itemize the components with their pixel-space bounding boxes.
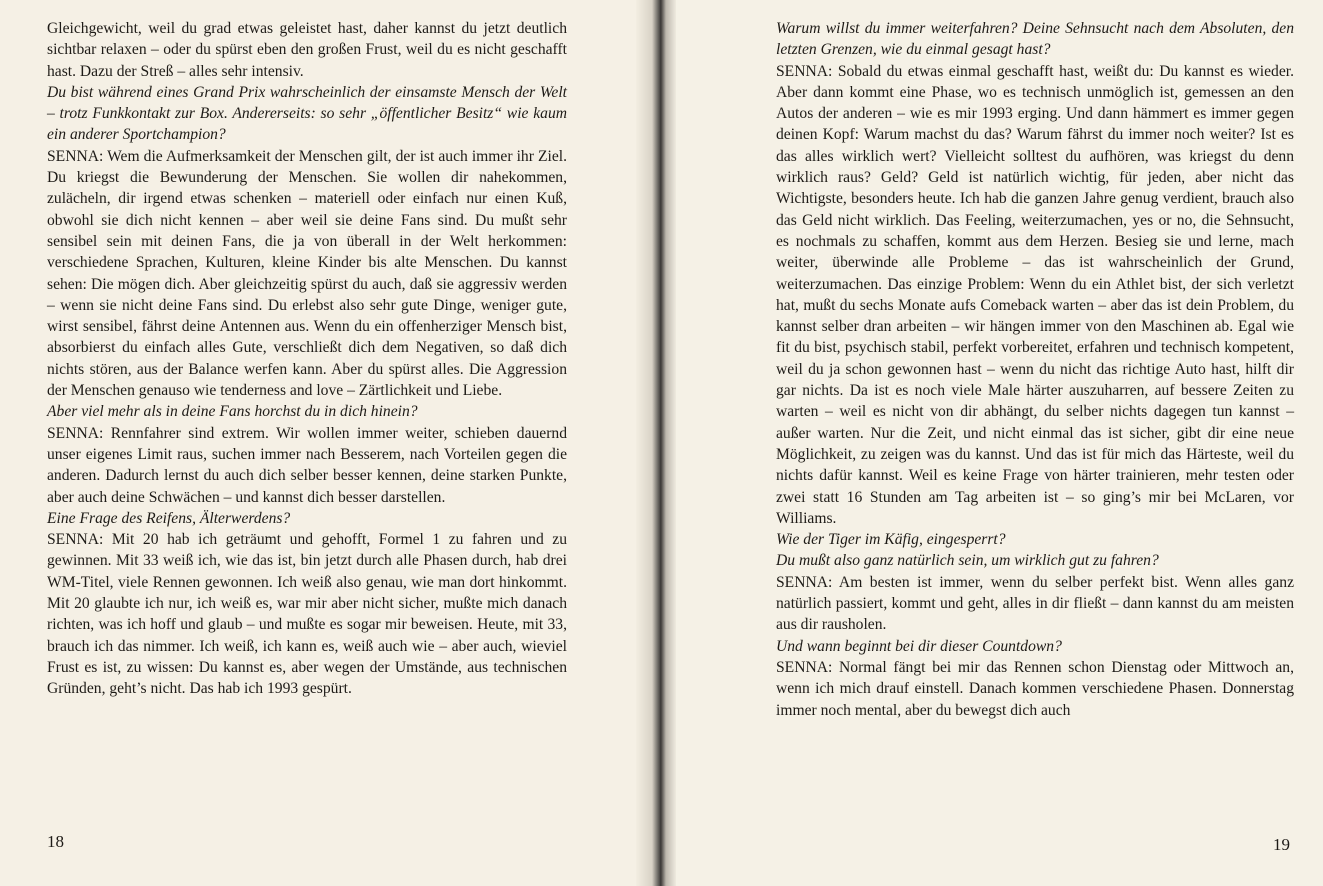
interview-answer: SENNA: Normal fängt bei mir das Rennen schon Dienstag oder Mittwoch an, wenn ich mich drauf einstell. Danach kommen verschiedene Phasen. Donnerstag immer noch mental, aber du bewegst dich auch bbox=[776, 658, 1294, 719]
paragraph: Gleichgewicht, weil du grad etwas geleistet hast, daher kannst du jetzt deutlich sichtbar relaxen – oder du spürst eben den großen Frust, weil du es nicht geschafft hast. Dazu der Streß – alles sehr intensiv. bbox=[47, 20, 567, 80]
interview-answer: SENNA: Wem die Aufmerksamkeit der Menschen gilt, der ist auch immer ihr Ziel. Du kriegst die Bewunderung der Menschen. Sie wollen dir nahekommen, zulächeln, dir irgend etwas schenken – materiell oder einfach nur einen Kuß, obwohl sie dich nicht kennen – aber weil sie deine Fans sind. Du mußt sehr sensibel sein mit deinen Fans, die ja von überall in der Welt herkommen: verschiedene Sprachen, Kulturen, kleine Kinder bis alte Menschen. Du kannst sehen: Die mögen dich. Aber gleichzeitig spürst du auch, daß sie aggressiv werden – wenn sie nicht deine Fans sind. Du erlebst also sehr gute Dinge, weniger gute, wirst sensibel, fährst deine Antennen aus. Wenn du ein offenherziger Mensch bist, absorbierst du einfach alles Gute, verschließt dich dem Negativen, so daß dich nichts stören, aus der Balance werfen kann. Aber du spürst alles. Die Aggression der Menschen genauso wie tenderness and love – Zärtlichkeit und Liebe. bbox=[47, 147, 567, 400]
interview-question: Eine Frage des Reifens, Älterwerdens? bbox=[47, 509, 291, 527]
interview-question: Aber viel mehr als in deine Fans horchst du in dich hinein? bbox=[47, 403, 418, 421]
interview-answer: SENNA: Sobald du etwas einmal geschafft hast, weißt du: Du kannst es wieder. Aber dann kommt eine Phase, wo es technisch unmöglich ist, gemessen an den Autos der anderen – wie es mir 1993 erging. Und dann hämmert es immer gegen deinen Kopf: Warum machst du das? Warum fährst du immer noch weiter? Ist es das alles wirklich wert? Vielleicht solltest du aufhören, was kriegst du denn wirklich raus? Geld? Geld ist natürlich wichtig, für jeden, aber nicht das Wichtigste, besonders heute. Ich hab die ganzen Jahre genug verdient, brauch also das Geld nicht wirklich. Das Feeling, weiterzumachen, yes or no, die Sehnsucht, es nochmals zu schaffen, kommt aus dem Herzen. Besieg sie und lerne, mach weiter, überwinde alle Probleme – das ist wahrscheinlich der Grund, weiterzumachen. Das einzige Problem: Wenn du ein Athlet bist, der sich verletzt hat, mußt du sechs Monate aufs Comeback warten – aber das ist dein Problem, du kannst selber dran arbeiten – wir hängen immer von den Maschinen ab. Egal wie fit du bist, psychisch stabil, perfekt vorbereitet, erfahren und technisch kompetent, weil du ja schon gewonnen hast – wenn du nicht das richtige Auto hast, hilft dir gar nichts. Da ist es noch viele Male härter auszuharren, auf bessere Zeiten zu warten – weil es nicht von dir abhängt, du selber nichts dagegen tun kannst – außer warten. Nur die Zeit, und nicht einmal das ist sicher, gibt dir eine neue Möglichkeit, zu zeigen was du kannst. Und das ist für mich das Härteste, weil du nichts dafür kannst. Weil es keine Frage von härter trainieren, mehr testen oder zwei statt 16 Stunden am Tag arbeiten ist – so ging’s mir bei McLaren, vor Williams. bbox=[776, 62, 1294, 527]
page-number-right: 19 bbox=[1273, 835, 1290, 854]
interview-answer: SENNA: Rennfahrer sind extrem. Wir wollen immer weiter, schieben dauernd unser eigenes Limit raus, suchen immer nach Besserem, nach Vorteilen gegen die anderen. Dadurch lernst du auch dich selber besser kennen, deine starken Punkte, aber auch deine Schwächen – und kannst dich besser darstellen. bbox=[47, 424, 567, 506]
interview-answer: SENNA: Mit 20 hab ich geträumt und gehofft, Formel 1 zu fahren und zu gewinnen. Mit 33 weiß ich, wie das ist, bin jetzt durch alle Phasen durch, hab drei WM-Titel, viele Rennen gewonnen. Ich weiß also genau, wie man dort hinkommt. Mit 20 glaubte ich nur, ich weiß es, war mir aber nicht sicher, mußte mich danach richten, was ich hoff und glaub – und mußte es sogar mir beweisen. Heute, mit 33, brauch ich das nimmer. Ich weiß, ich kann es, weiß auch wie – aber auch, wieviel Frust es ist, zu wissen: Du kannst es, aber wegen der Umstände, aus technischen Gründen, geht’s nicht. Das hab ich 1993 gespürt. bbox=[47, 531, 567, 698]
interview-question: Du bist während eines Grand Prix wahrscheinlich der einsamste Mensch der Welt – trotz Funkkontakt zur Box. Andererseits: so sehr „öffentlicher Besitz“ wie kaum ein anderer Sportchampion? bbox=[47, 83, 567, 144]
interview-question: Du mußt also ganz natürlich sein, um wirklich gut zu fahren? bbox=[776, 552, 1159, 570]
page-number-left: 18 bbox=[47, 832, 64, 851]
left-page-text bbox=[47, 18, 567, 700]
left-page bbox=[0, 0, 646, 886]
interview-answer: SENNA: Am besten ist immer, wenn du selber perfekt bist. Wenn alles ganz natürlich passiert, kommt und geht, alles in dir fließt – dann kannst du am meisten aus dir rausholen. bbox=[776, 573, 1294, 634]
interview-question: Wie der Tiger im Käfig, eingesperrt? bbox=[776, 531, 1006, 549]
interview-question: Und wann beginnt bei dir dieser Countdown? bbox=[776, 637, 1062, 655]
book-gutter bbox=[636, 0, 676, 886]
right-page-text bbox=[776, 18, 1294, 721]
right-page bbox=[668, 0, 1323, 886]
interview-question: Warum willst du immer weiterfahren? Deine Sehnsucht nach dem Absoluten, den letzten Grenzen, wie du einmal gesagt hast? bbox=[776, 20, 1294, 59]
